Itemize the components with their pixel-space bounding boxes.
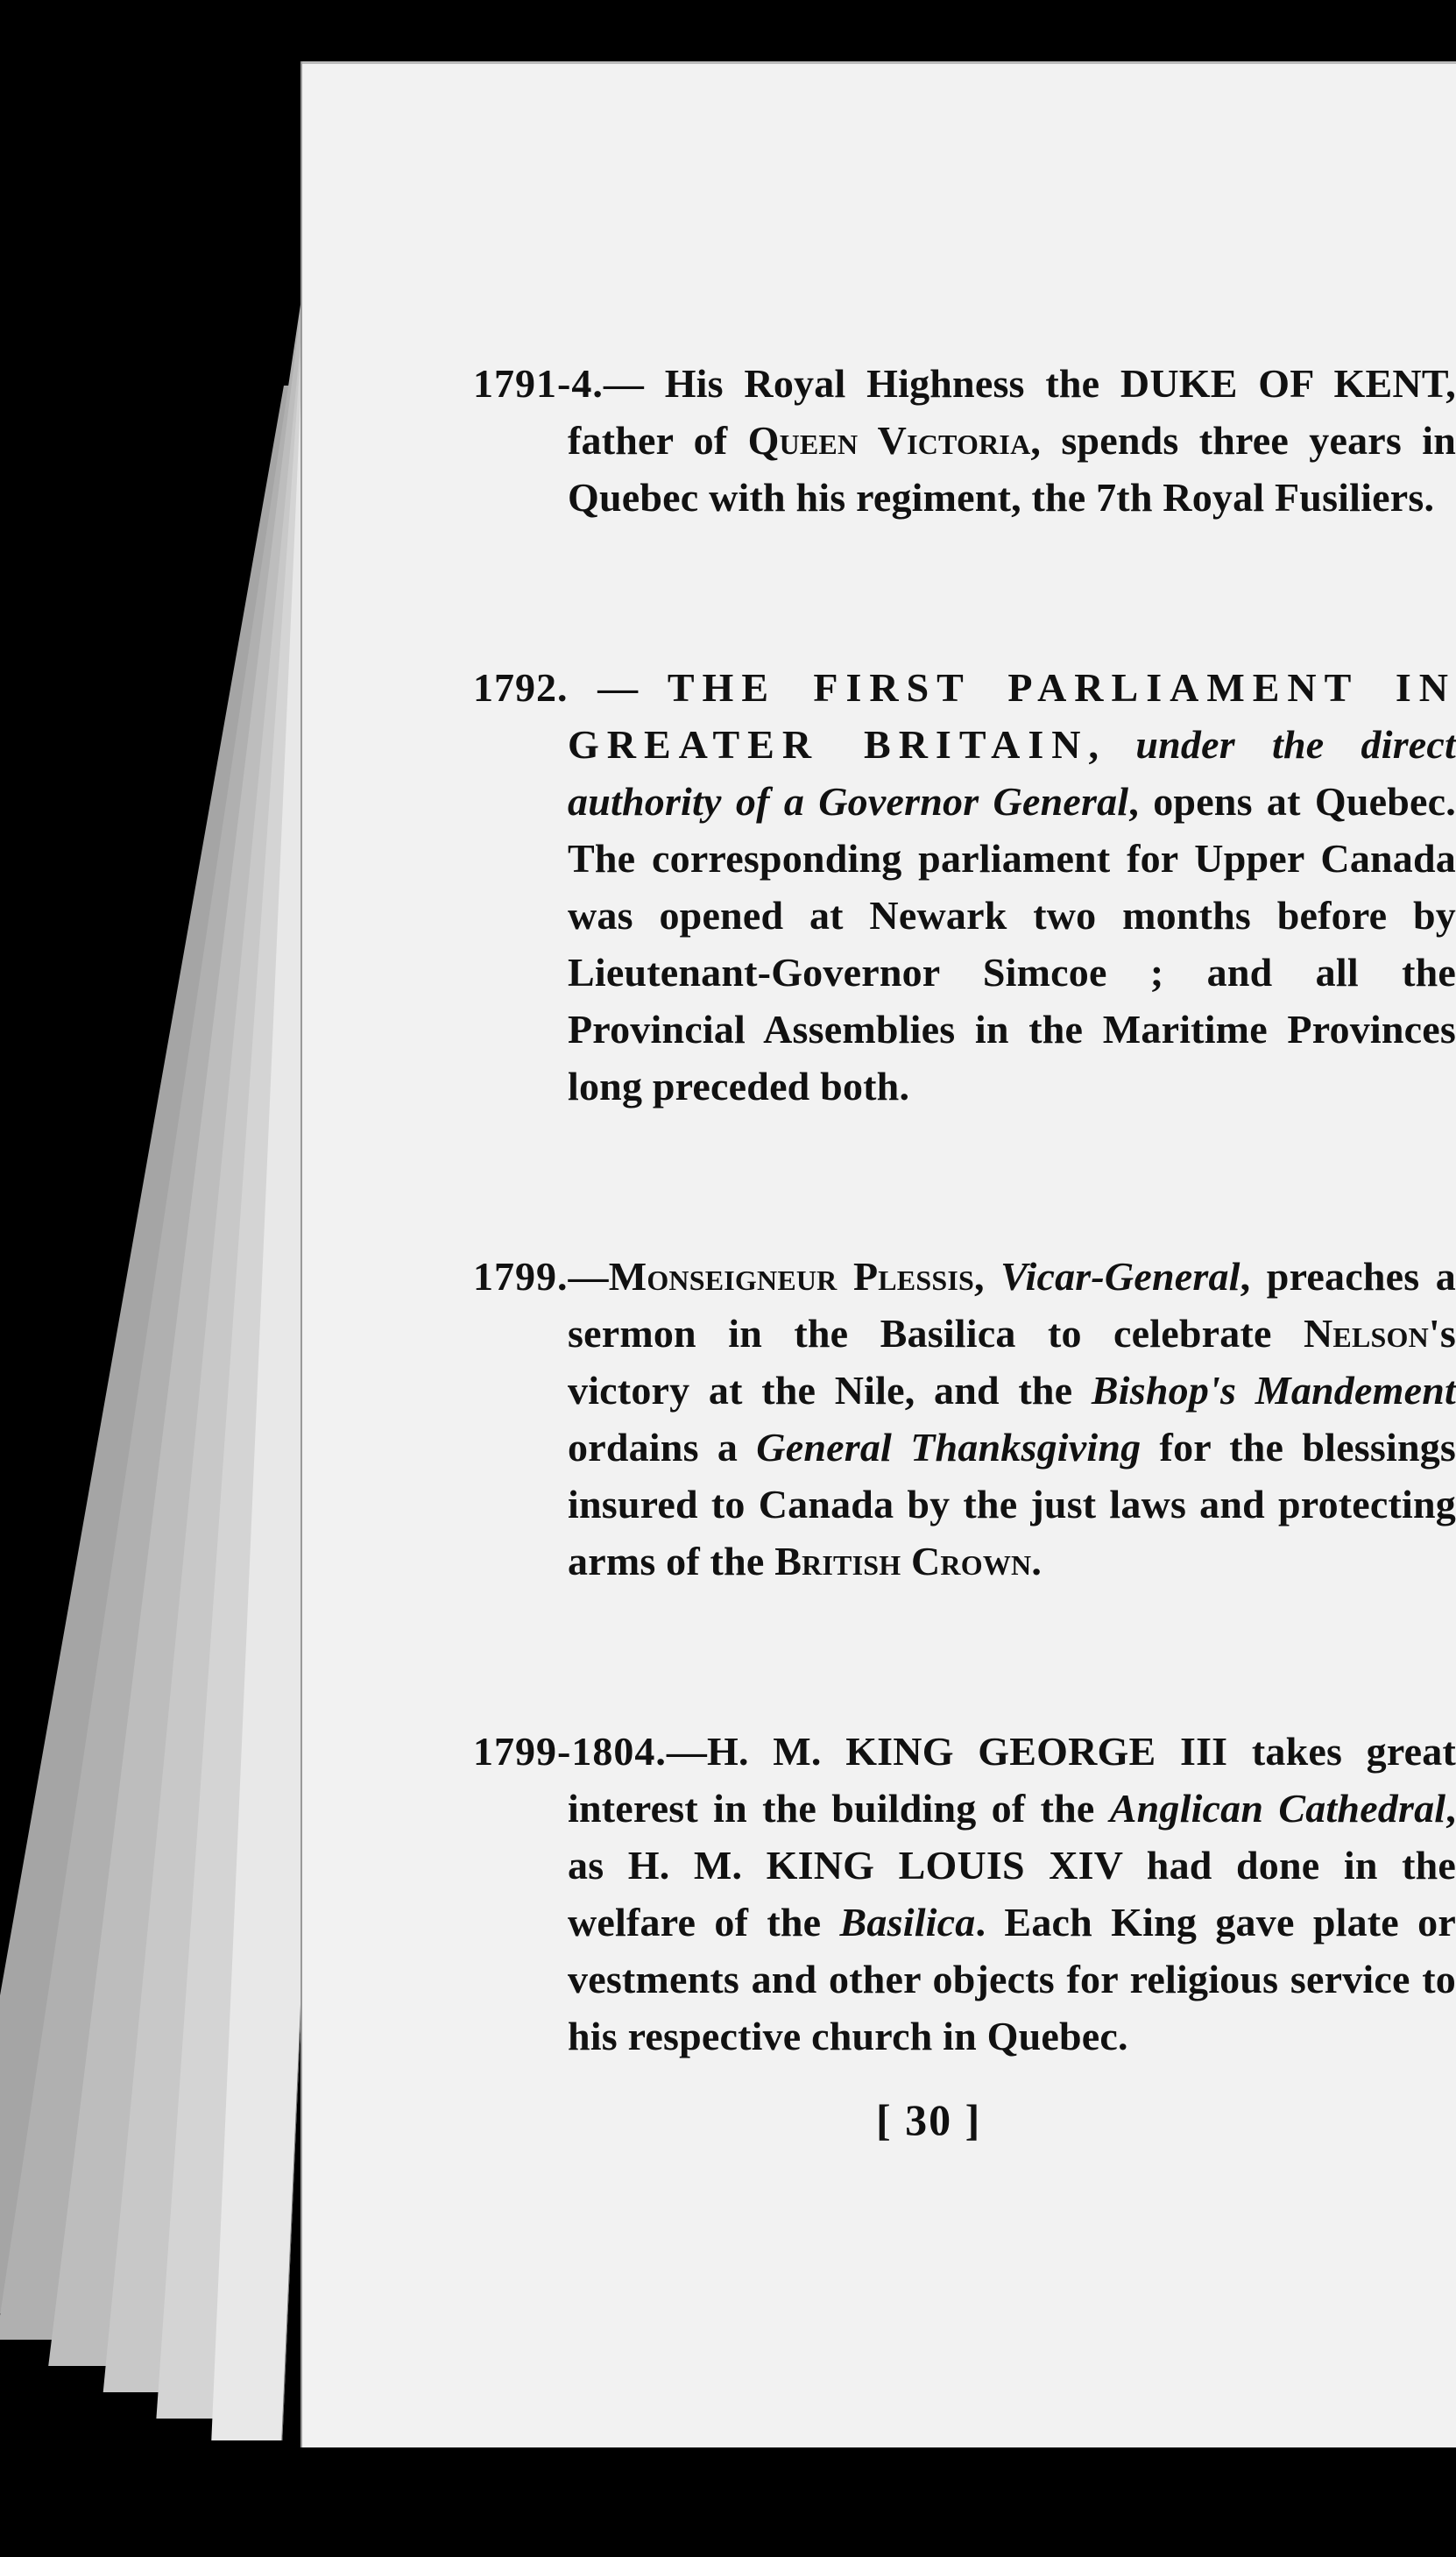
entry-text-italic: General Thanksgiving	[756, 1425, 1141, 1470]
entry-text-heading: THE FIRST PARLIAMENT IN GREATER BRITAIN	[568, 665, 1456, 767]
entry-text-italic: Vicar-General	[1000, 1254, 1240, 1299]
entry-year: 1799-1804.	[473, 1729, 667, 1774]
entry-text: —	[568, 665, 668, 710]
entry-text: , opens at Quebec. The corresponding parliament for Upper Canada was opened at Newark two months before by Lieutenant-Governor Simcoe ; and all the Provincial Assemblies in the Maritime Provinces long preceded both.	[568, 779, 1456, 1109]
entry-text-smallcaps: British Crown	[774, 1539, 1032, 1583]
entry-text: ,	[1088, 722, 1136, 767]
entry-text-italic: Basilica	[839, 1900, 976, 1944]
entry-text-italic: Anglican Cathedral	[1109, 1786, 1446, 1831]
entry-text: . Each King gave plate or vestments and other objects for religious service to his respective church in Quebec.	[568, 1900, 1456, 2058]
entry-text-smallcaps: Queen Victoria	[747, 418, 1031, 463]
entry-1799-1804	[473, 1723, 1456, 2065]
entry-1792	[473, 659, 1456, 1115]
entry-text-smallcaps: Monseigneur Plessis	[608, 1254, 974, 1299]
page-number: [ 30 ]	[876, 2095, 982, 2144]
entry-text-italic: under the direct authority of a Governor General	[568, 722, 1456, 824]
entry-text-smallcaps: Nelson	[1304, 1311, 1429, 1356]
entry-text: , spends three years in Quebec with his regiment, the 7th Royal Fusiliers.	[568, 418, 1456, 520]
entry-text: — His Royal Highness the DUKE OF KENT, father of	[568, 361, 1456, 463]
entry-year: 1792.	[473, 665, 569, 710]
entry-year: 1799.	[473, 1254, 569, 1299]
chronology-entries	[473, 355, 1456, 2198]
entry-1799	[473, 1248, 1456, 1590]
entry-text-italic: Bishop's Mandement	[1091, 1368, 1456, 1413]
entry-text: 's victory at the Nile, and the	[568, 1311, 1456, 1413]
entry-year: 1791-4.	[473, 361, 604, 406]
entry-1791	[473, 355, 1456, 526]
entry-text: ordains a	[568, 1425, 757, 1470]
entry-text: , preaches a sermon in the Basilica to celebrate	[568, 1254, 1456, 1356]
entry-text: for the blessings insured to Canada by the just laws and protecting arms of the	[568, 1425, 1456, 1583]
entry-text: ,	[973, 1254, 1001, 1299]
entry-text: —H. M. KING GEORGE III takes great interest in the building of the	[568, 1729, 1456, 1831]
entry-text: .	[1031, 1539, 1043, 1583]
entry-text: , as H. M. KING LOUIS XIV had done in the welfare of the	[568, 1786, 1456, 1944]
entry-text: —	[568, 1254, 609, 1299]
